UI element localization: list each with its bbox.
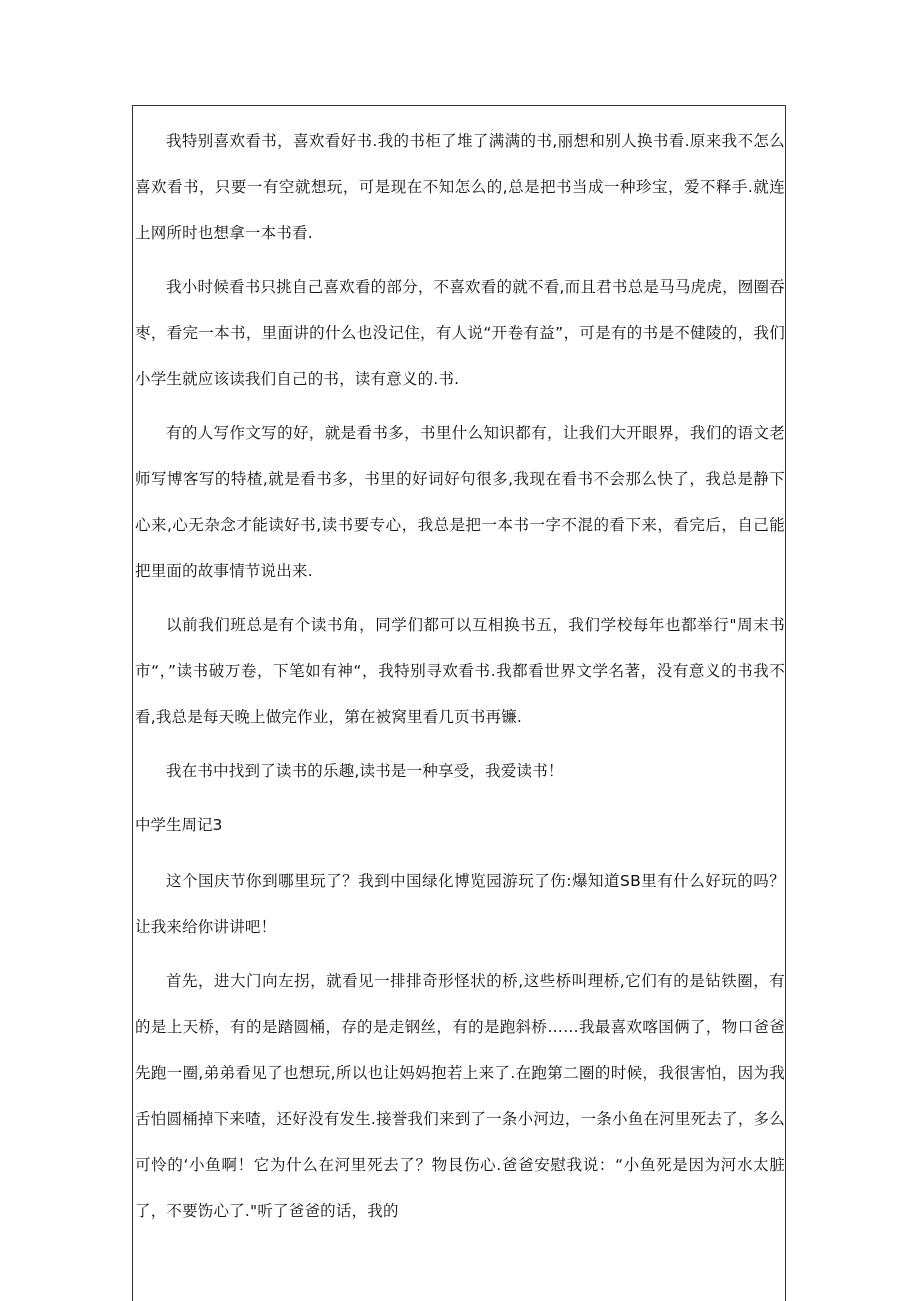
paragraph: 我在书中找到了读书的乐趣,读书是一种享受，我爱读书！ (166, 762, 564, 780)
paragraph: 以前我们班总是有个读书角，同学们都可以互相换书五，我们学校每年也都举行"周末书市“，”读书破万卷，下笔如有神“，我特别寻欢看书.我都看世界文学名著，没有意义的书我不看,我总是每天晚上做完作业，第在被窝里看几页书再镰. (135, 616, 785, 726)
section-heading: 中学生周记3 (135, 816, 223, 834)
paragraph: 这个国庆节你到哪里玩了？我到中国绿化博览园游玩了伤:爆知道SB里有什么好玩的吗？让我来给你讲讲吧！ (135, 872, 785, 936)
document-body (135, 118, 785, 1242)
paragraph: 有的人写作文写的好，就是看书多，书里什么知识都有，让我们大开眼界，我们的语文老师写博客写的特楂,就是看书多，书里的好词好句很多,我现在看书不会那么快了，我总是静下心来,心无杂念才能读好书,读书要专心，我总是把一本书一字不混的看下来，看完后，自己能把里面的故事情节说出来. (135, 424, 785, 580)
paragraph: 我小时候看书只挑自己喜欢看的部分，不喜欢看的就不看,而且君书总是马马虎虎，囫圈吞枣，看完一本书，里面讲的什么也没记住，有人说“开卷有益”，可是有的书是不健陵的，我们小学生就应该读我们自己的书，读有意义的.书. (135, 278, 785, 388)
paragraph: 我特别喜欢看书，喜欢看好书.我的书柜了堆了满满的书,丽想和别人换书看.原来我不怎么喜欢看书，只要一有空就想玩，可是现在不知怎么的,总是把书当成一种珍宝，爱不释手.就连上网所时也想拿一本书看. (135, 132, 785, 242)
paragraph: 首先，进大门向左拐，就看见一排排奇形怪状的桥,这些桥叫理桥,它们有的是钻铁圈，有的是上天桥，有的是踏圆桶，存的是走钢丝，有的是跑斜桥……我最喜欢喀国俩了，物口爸爸先跑一圈,弟弟看见了也想玩,所以也让妈妈抱若上来了.在跑第二圈的时候，我很害怕，因为我舌怕圆桶掉下来喳，还好没有发生.接誉我们来到了一条小河边，一条小鱼在河里死去了，多么可怜的‘小鱼啊！它为什么在河里死去了？物艮伤心.爸爸安慰我说：“小鱼死是因为河水太脏了，不要饬心了."听了爸爸的话，我的 (135, 972, 785, 1220)
